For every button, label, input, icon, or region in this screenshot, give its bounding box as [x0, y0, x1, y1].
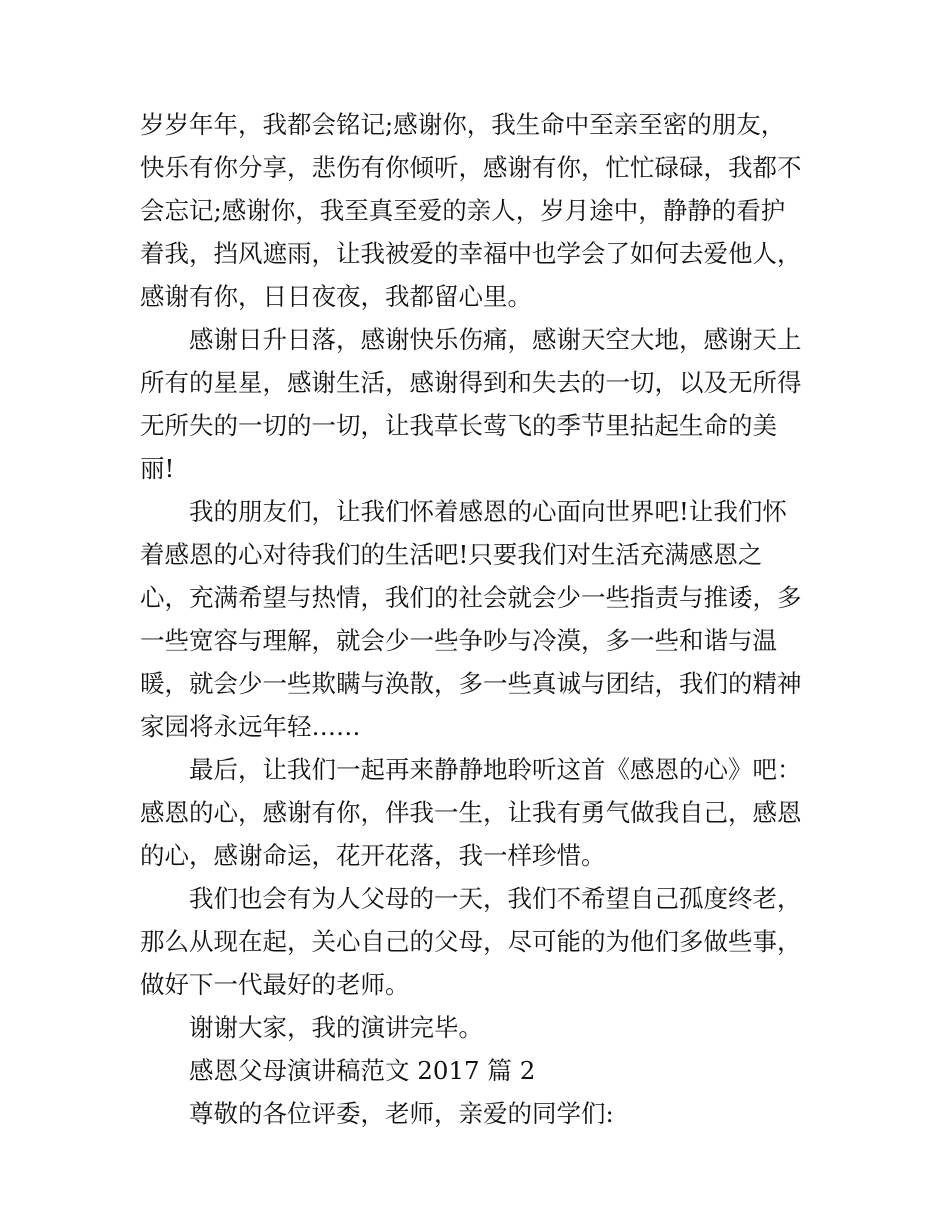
text-line: 的心，感谢命运，花开花落，我一样珍惜。: [140, 841, 606, 870]
text-line: 家园将永远年轻……: [140, 712, 361, 741]
text-line: 暖，就会少一些欺瞒与涣散，多一些真诚与团结，我们的精神: [140, 669, 802, 698]
document-body: [140, 103, 820, 1135]
text-line: 尊敬的各位评委，老师，亲爱的同学们:: [189, 1099, 614, 1128]
text-line: 着我，挡风遮雨，让我被爱的幸福中也学会了如何去爱他人，: [140, 239, 802, 268]
text-line: 我们也会有为人父母的一天，我们不希望自己孤度终老，: [189, 884, 802, 913]
text-line: 感恩父母演讲稿范文 2017 篇 2: [189, 1056, 536, 1085]
text-line: 谢谢大家，我的演讲完毕。: [189, 1013, 483, 1042]
text-line: 快乐有你分享，悲伤有你倾听，感谢有你，忙忙碌碌，我都不: [140, 153, 802, 182]
paragraph-2: [140, 318, 820, 490]
text-line: 所有的星星，感谢生活，感谢得到和失去的一切，以及无所得: [140, 368, 802, 397]
paragraph-3: [140, 490, 820, 748]
text-line: 无所失的一切的一切，让我草长莺飞的季节里拈起生命的美: [140, 411, 777, 440]
paragraph-1: [140, 103, 820, 318]
salutation: [140, 1092, 820, 1135]
section-heading: [140, 1049, 820, 1092]
text-line: 感谢日升日落，感谢快乐伤痛，感谢天空大地，感谢天上: [189, 325, 802, 354]
text-line: 感谢有你，日日夜夜，我都留心里。: [140, 282, 532, 311]
text-line: 岁岁年年，我都会铭记;感谢你，我生命中至亲至密的朋友，: [140, 110, 786, 139]
text-line: 一些宽容与理解，就会少一些争吵与冷漠，多一些和谐与温: [140, 626, 777, 655]
text-line: 丽!: [140, 454, 175, 483]
paragraph-6: [140, 1006, 820, 1049]
text-line: 感恩的心，感谢有你，伴我一生，让我有勇气做我自己，感恩: [140, 798, 802, 827]
text-line: 心，充满希望与热情，我们的社会就会少一些指责与推诿，多: [140, 583, 802, 612]
text-line: 着感恩的心对待我们的生活吧!只要我们对生活充满感恩之: [140, 540, 763, 569]
paragraph-5: [140, 877, 820, 1006]
paragraph-4: [140, 748, 820, 877]
text-line: 最后，让我们一起再来静静地聆听这首《感恩的心》吧：: [189, 755, 802, 784]
text-line: 那么从现在起，关心自己的父母，尽可能的为他们多做些事，: [140, 927, 802, 956]
text-line: 我的朋友们，让我们怀着感恩的心面向世界吧!让我们怀: [189, 497, 787, 526]
text-line: 会忘记;感谢你，我至真至爱的亲人，岁月途中，静静的看护: [140, 196, 786, 225]
text-line: 做好下一代最好的老师。: [140, 970, 410, 999]
